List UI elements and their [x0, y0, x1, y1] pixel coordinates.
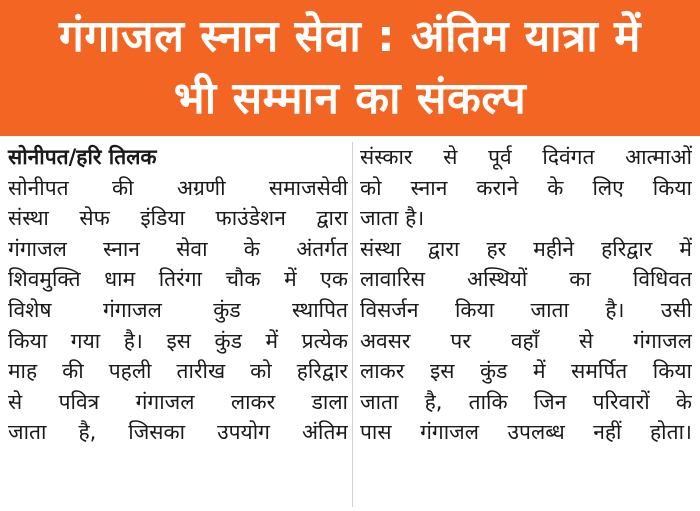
article-column-left — [8, 142, 348, 448]
article-line: लाकर इस कुंड में समर्पित किया — [360, 359, 692, 384]
article-line: जाता है। — [360, 206, 425, 231]
article-line: माह की पहली तारीख को हरिद्वार — [8, 359, 348, 384]
article-line: सोनीपत की अग्रणी समाजसेवी — [8, 175, 348, 200]
article-line: जाता है, जिसका उपयोग अंतिम — [8, 420, 348, 445]
article-line: संस्था द्वारा हर महीने हरिद्वार में — [360, 236, 692, 261]
article-line: संस्था सेफ इंडिया फाउंडेशन द्वारा — [8, 206, 348, 231]
column-divider — [352, 142, 353, 507]
article-line: गंगाजल स्नान सेवा के अंतर्गत — [8, 236, 348, 261]
article-line: को स्नान कराने के लिए किया — [360, 175, 692, 200]
article-line: विसर्जन किया जाता है। उसी — [360, 297, 692, 322]
article-line: विशेष गंगाजल कुंड स्थापित — [8, 297, 348, 322]
article-line: किया गया है। इस कुंड में प्रत्येक — [8, 328, 348, 353]
article-line: पास गंगाजल उपलब्ध नहीं होता। — [360, 420, 692, 445]
article-line: संस्कार से पूर्व दिवंगत आत्माओं — [360, 145, 692, 169]
article-line: से पवित्र गंगाजल लाकर डाला — [8, 389, 348, 414]
article-line: जाता है, ताकि जिन परिवारों के — [360, 389, 692, 414]
article-column-right — [360, 142, 692, 448]
headline-line-1: गंगाजल स्नान सेवा : अंतिम यात्रा में — [59, 11, 641, 62]
article-line: अवसर पर वहाँ से गंगाजल — [360, 328, 692, 353]
article-line: लावारिस अस्थियों का विधिवत — [360, 267, 692, 292]
byline: सोनीपत/हरि तिलक — [8, 145, 157, 169]
headline-line-2: भी सम्मान का संकल्प — [173, 73, 527, 124]
headline-banner — [0, 0, 700, 136]
article-line: शिवमुक्ति धाम तिरंगा चौक में एक — [8, 267, 348, 292]
